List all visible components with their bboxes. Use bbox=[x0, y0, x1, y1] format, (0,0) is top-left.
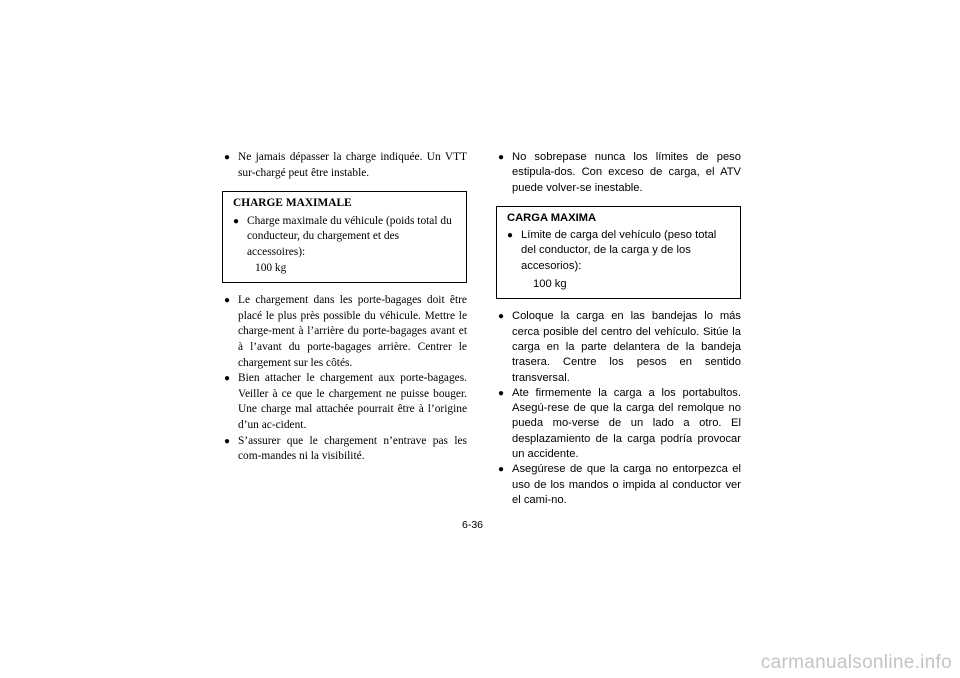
box-item-text: Límite de carga del vehículo (peso total del conductor, de la carga y de los accesorios): bbox=[521, 229, 717, 272]
item-text: Bien attacher le chargement aux porte-bagages. Veiller à ce que le chargement ne puisse bouger. Une charge mal attachée pourrait être à l’origine d’un ac-cident. bbox=[238, 372, 467, 431]
box-value: 100 kg bbox=[533, 278, 567, 291]
list-item bbox=[222, 150, 467, 181]
box-item bbox=[233, 214, 458, 261]
page-number: 6-36 bbox=[462, 519, 484, 531]
bullet-icon: ● bbox=[224, 295, 231, 307]
item-text: Asegúrese de que la carga no entorpezca el uso de los mandos o impida al conductor ver el cami-no. bbox=[512, 463, 741, 506]
max-load-box bbox=[222, 191, 467, 283]
box-title: CARGA MAXIMA bbox=[507, 211, 597, 224]
item-text: No sobrepase nunca los límites de peso estipula-dos. Con exceso de carga, el ATV puede volver-se inestable. bbox=[512, 151, 741, 194]
list-item bbox=[496, 150, 741, 196]
bullet-icon: ● bbox=[224, 373, 231, 385]
item-text: Ate firmemente la carga a los portabultos. Asegú-rese de que la carga del remolque no pueda mo-verse de un lado a otro. El desplazamiento de la carga podría provocar un accidente. bbox=[512, 386, 741, 461]
list-item bbox=[222, 371, 467, 433]
item-text: S’assurer que le chargement n’entrave pas les com-mandes ni la visibilité. bbox=[238, 434, 467, 463]
bullet-icon: ● bbox=[498, 464, 505, 476]
bullet-icon: ● bbox=[224, 152, 231, 163]
bullet-icon: ● bbox=[224, 435, 231, 447]
list-item bbox=[222, 434, 467, 465]
spanish-column bbox=[496, 150, 741, 508]
item-text: Coloque la carga en las bandejas lo más cerca posible del centro del vehículo. Sitúe la carga en la parte delantera de la bandeja trasera. Centre los pesos en sentido transversal. bbox=[512, 310, 741, 384]
bullet-icon: ● bbox=[498, 152, 505, 163]
bullet-icon: ● bbox=[507, 230, 514, 242]
box-title: CHARGE MAXIMALE bbox=[233, 197, 352, 210]
bullet-icon: ● bbox=[498, 387, 505, 399]
list-item bbox=[222, 293, 467, 371]
list-item bbox=[496, 309, 741, 385]
watermark: carmanualsonline.info bbox=[760, 652, 952, 673]
bullet-icon: ● bbox=[498, 311, 505, 323]
list-item bbox=[496, 462, 741, 508]
box-item-text: Charge maximale du véhicule (poids total du conducteur, du chargement et des accessoires): bbox=[247, 214, 452, 258]
box-item bbox=[507, 228, 732, 274]
french-column bbox=[222, 150, 467, 465]
bullet-icon: ● bbox=[233, 215, 240, 227]
box-value: 100 kg bbox=[255, 261, 287, 274]
max-load-box bbox=[496, 206, 741, 299]
item-text: Le chargement dans les porte-bagages doit être placé le plus près possible du véhicule. Mettre le charge-ment à l’arrière du porte-bagages avant et à l’avant du porte-bagages arrière. Centrer le chargement sur les côtés. bbox=[238, 294, 467, 369]
item-text: Ne jamais dépasser la charge indiquée. Un VTT sur-chargé peut être instable. bbox=[238, 151, 467, 179]
list-item bbox=[496, 386, 741, 462]
